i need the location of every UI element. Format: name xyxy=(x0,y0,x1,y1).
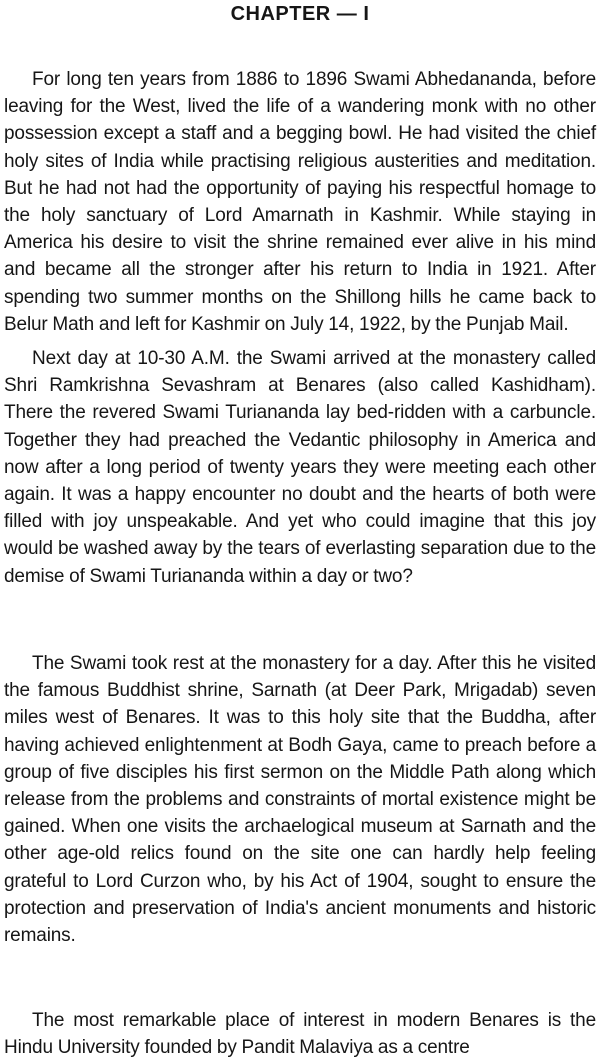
paragraph-2: Next day at 10-30 A.M. the Swami arrived at the monastery called Shri Ramkrishna Sevashram at Benares (also called Kashidham). There the revered Swami Turiananda lay bed-ridden with a carbuncle. Together they had preached the Vedantic philosophy in America and now after a long period of twenty years they were meeting each other again. It was a happy encounter no doubt and the hearts of both were filled with joy unspeakable. And yet who could imagine that this joy would be washed away by the tears of everlasting separation due to the demise of Swami Turiananda within a day or two? xyxy=(4,348,596,587)
paragraph-3: The Swami took rest at the monastery for a day. After this he visited the famous Buddhist shrine, Sarnath (at Deer Park, Mrigadab) seven miles west of Benares. It was to this holy site that the Buddha, after having achieved enlightenment at Bodh Gaya, came to preach before a group of five disciples his first sermon on the Middle Path along which release from the problems and constraints of mortal existence might be gained. When one visits the archaelogical museum at Sarnath and the other age-old relics found on the site one can hardly help feeling grateful to Lord Curzon who, by his Act of 1904, sought to ensure the protection and preservation of India's ancient monuments and historic remains. xyxy=(4,653,596,947)
chapter-heading: CHAPTER — I xyxy=(230,3,370,25)
paragraph-4: The most remarkable place of interest in modern Benares is the Hindu University founded by Pandit Malaviya as a centre xyxy=(4,1010,596,1057)
paragraph-1: For long ten years from 1886 to 1896 Swami Abhedananda, before leaving for the West, lived the life of a wandering monk with no other possession except a staff and a begging bowl. He had visited the chief holy sites of India while practising religious austerities and meditation. But he had not had the opportunity of paying his respectful homage to the holy sanctuary of Lord Amarnath in Kashmir. While staying in America his desire to visit the shrine remained ever alive in his mind and became all the stronger after his return to India in 1921. After spending two summer months on the Shillong hills he came back to Belur Math and left for Kashmir on July 14, 1922, by the Punjab Mail. xyxy=(4,69,596,335)
